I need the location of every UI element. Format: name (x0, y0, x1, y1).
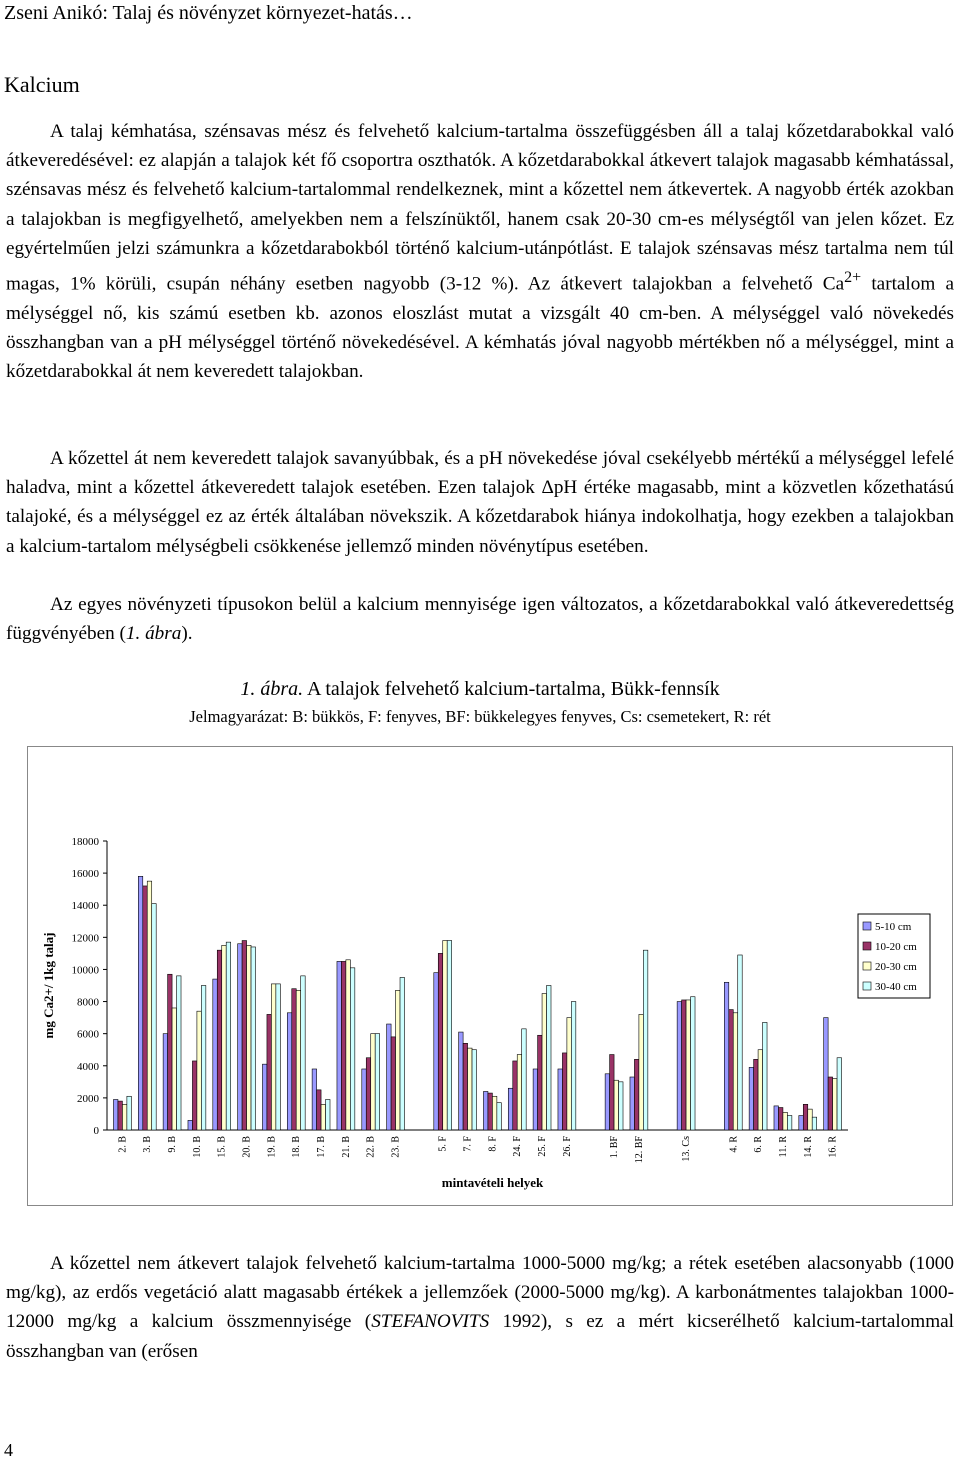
x-tick-label: 5. F (437, 1136, 449, 1152)
legend-swatch (863, 922, 871, 930)
x-tick-label: 18. B (291, 1136, 303, 1158)
paragraph-4-text: A kőzettel nem átkevert talajok felvehető kalcium-tartalma 1000-5000 mg/kg; a rétek esetében alacsonyabb (1000 mg/kg), az erdős vegetáció alatt magasabb értékek a jellemzőek (2000-5000 mg/kg). A karbonátmentes talajokban 1000-12000 mg/kg a kalcium összmennyisége ( (6, 1253, 954, 1333)
bar-2 (803, 1104, 807, 1130)
bar-2 (488, 1093, 492, 1130)
bar-2 (513, 1061, 517, 1130)
x-tick-label: 25. F (537, 1136, 549, 1157)
bar-3 (614, 1080, 618, 1130)
bar-2 (292, 989, 296, 1130)
bar-3 (172, 1008, 176, 1130)
bar-1 (774, 1106, 778, 1130)
bar-3 (639, 1014, 643, 1130)
y-tick-label: 16000 (71, 868, 99, 881)
section-title: Kalcium (4, 72, 80, 97)
bar-2 (391, 1037, 395, 1130)
bar-1 (459, 1032, 463, 1130)
x-tick-label: 3. B (142, 1136, 154, 1153)
x-tick-label: 19. B (266, 1136, 278, 1158)
y-tick-label: 0 (93, 1125, 99, 1137)
paragraph-2 (6, 444, 954, 561)
bar-1 (262, 1064, 266, 1130)
bar-1 (362, 1069, 366, 1130)
bar-2 (217, 950, 221, 1130)
y-tick-label: 14000 (71, 900, 99, 913)
bar-4 (522, 1029, 526, 1130)
bar-1 (508, 1088, 512, 1130)
bar-3 (758, 1050, 762, 1130)
legend-entry: 20-30 cm (875, 961, 917, 973)
legend-entry: 5-10 cm (875, 921, 912, 933)
paragraph-1-text: A talaj kémhatása, szénsavas mész és felvehető kalcium-tartalma összefüggésben áll a talaj kőzetdarabokkal való átkeveredésével: ez alapján a talajok két fő csoportra oszthatók. A kőzetdarabokkal átkevert talajok magasabb kémhatással, szénsavas mész és felvehető kalcium-tartalommal rendelkeznek, mint a kőzettel nem átkevertek. A nagyobb érték azokban a talajokban is megfigyelhető, amelyekben nem a felszínüktől, hanem csak 20-30 cm-es mélységtől van jelen kőzet. Ez egyértelműen jelzi számunkra a kőzetdarabokból történő kalcium-utánpótlást. E talajok szénsavas mész tartalma nem túl magas, 1% körüli, csupán néhány esetben nagyobb (3-12 %). Az átkevert talajokban a felvehető Ca (6, 121, 954, 295)
bar-3 (686, 1000, 690, 1130)
bar-2 (729, 1010, 733, 1130)
bar-3 (517, 1055, 521, 1130)
bar-2 (538, 1035, 542, 1130)
y-tick-label: 10000 (71, 964, 99, 977)
x-tick-label: 8. F (487, 1136, 499, 1152)
bar-3 (197, 1011, 201, 1130)
page-number: 4 (4, 1440, 13, 1460)
bar-2 (341, 961, 345, 1130)
bar-1 (213, 979, 217, 1130)
bar-3 (147, 881, 151, 1130)
y-tick-label: 18000 (71, 836, 99, 848)
legend-entry: 10-20 cm (875, 941, 917, 953)
bar-2 (634, 1059, 638, 1130)
bar-4 (547, 986, 551, 1131)
bar-2 (267, 1014, 271, 1130)
bar-2 (438, 953, 442, 1130)
bar-1 (387, 1024, 391, 1130)
bar-4 (812, 1117, 816, 1130)
x-tick-label: 26. F (561, 1136, 573, 1157)
bar-3 (296, 990, 300, 1130)
figure-title-text: A talajok felvehető kalcium-tartalma, Bükk-fennsík (303, 678, 720, 700)
bar-2 (828, 1077, 832, 1130)
x-tick-label: 2. B (117, 1136, 129, 1153)
x-tick-label: 24. F (512, 1136, 524, 1157)
x-tick-label: 10. B (191, 1136, 203, 1158)
bar-2 (778, 1108, 782, 1130)
bar-4 (326, 1099, 330, 1130)
bar-1 (483, 1091, 487, 1130)
x-tick-label: 14. R (802, 1136, 814, 1158)
bar-3 (122, 1104, 126, 1130)
bar-3 (808, 1109, 812, 1130)
paragraph-4 (6, 1249, 954, 1366)
bar-4 (472, 1050, 476, 1130)
paragraph-1-continuation: tartalom a mélységgel nő, kis számú esetben kb. azonos eloszlást mutat a vizsgált 40 cm-ben. A mélységgel való növekedés összhangban van a pH mélységgel történő növekedésével. A kémhatás jóval nagyobb mértékben nő a mélységgel, mint a kőzetdarabokkal át nem keveredett talajokban. (6, 273, 954, 383)
x-tick-label: 7. F (462, 1136, 474, 1152)
bar-4 (738, 955, 742, 1130)
bar-4 (177, 976, 181, 1130)
x-tick-label: 22. B (365, 1136, 377, 1158)
legend-swatch (863, 962, 871, 970)
bar-4 (251, 947, 255, 1130)
bar-3 (733, 1013, 737, 1130)
y-tick-label: 8000 (77, 996, 99, 1009)
bar-4 (400, 977, 404, 1130)
bar-4 (643, 950, 647, 1130)
y-tick-label: 6000 (77, 1028, 99, 1041)
x-tick-label: 9. B (167, 1136, 179, 1153)
bar-4 (301, 976, 305, 1130)
paragraph-1 (6, 117, 954, 386)
paragraph-4-end: 1992), s ez a mért kicserélhető kalcium-tartalommal összhangban van (erősen (6, 1311, 954, 1362)
bar-3 (542, 994, 546, 1130)
x-tick-label: 13. Cs (681, 1136, 693, 1162)
bar-4 (350, 968, 354, 1130)
bar-1 (824, 1018, 828, 1130)
bar-1 (113, 1099, 117, 1130)
bar-3 (783, 1112, 787, 1130)
bar-2 (242, 941, 246, 1130)
figure-legend-text: Jelmagyarázat: B: bükkös, F: fenyves, BF: bükkelegyes fenyves, Cs: csemetekert, R: rét (189, 707, 771, 726)
bar-4 (787, 1116, 791, 1130)
legend-swatch (863, 942, 871, 950)
bar-3 (222, 945, 226, 1130)
bar-3 (396, 990, 400, 1130)
x-tick-label: 23. B (390, 1136, 402, 1158)
bar-3 (833, 1079, 837, 1130)
citation-author: STEFANOVITS (371, 1311, 490, 1333)
bar-4 (619, 1082, 623, 1130)
bar-2 (562, 1053, 566, 1130)
bar-3 (247, 945, 251, 1130)
figure-label: 1. ábra. (240, 678, 304, 700)
bar-3 (492, 1096, 496, 1130)
bar-1 (799, 1116, 803, 1130)
bar-2 (682, 1000, 686, 1130)
bar-2 (754, 1059, 758, 1130)
bar-1 (337, 961, 341, 1130)
bar-4 (447, 941, 451, 1130)
figure-reference: 1. ábra (125, 623, 182, 645)
bar-3 (567, 1018, 571, 1130)
paragraph-3-end: ). (181, 623, 193, 645)
bar-1 (312, 1069, 316, 1130)
bar-2 (192, 1061, 196, 1130)
bar-2 (143, 886, 147, 1130)
legend-swatch (863, 982, 871, 990)
calcium-bar-chart (27, 746, 953, 1206)
x-tick-label: 20. B (241, 1136, 253, 1158)
bar-1 (558, 1069, 562, 1130)
y-tick-label: 12000 (71, 932, 99, 945)
bar-3 (371, 1034, 375, 1130)
x-tick-label: 4. R (728, 1136, 740, 1153)
bar-1 (724, 982, 728, 1130)
x-tick-label: 6. R (753, 1136, 765, 1153)
bar-3 (443, 941, 447, 1130)
x-tick-label: 15. B (216, 1136, 228, 1158)
paragraph-2-text: A kőzettel át nem keveredett talajok savanyúbbak, és a pH növekedése jóval csekélyebb mértékű a mélységgel lefelé haladva, mint a kőzettel átkeveredett talajok esetében. Ezen talajok ΔpH értéke magasabb, mint a közvetlen kőzethatású talajoké, és a mélységgel ez az érték általában növekszik. A kőzetdarabok hiánya indokolhatja, hogy ezekben a talajokban a kalcium-tartalom mélységbeli csökkenése jellemző minden növénytípus esetében. (6, 448, 954, 557)
bar-2 (168, 974, 172, 1130)
bar-4 (152, 904, 156, 1130)
x-tick-label: 1. BF (609, 1136, 621, 1159)
bar-1 (630, 1077, 634, 1130)
bar-2 (610, 1055, 614, 1130)
bar-4 (375, 1034, 379, 1130)
bar-3 (468, 1048, 472, 1130)
paragraph-3 (6, 590, 954, 648)
x-axis-label: mintavételi helyek (441, 1175, 544, 1190)
bar-2 (118, 1101, 122, 1130)
x-tick-label: 17. B (316, 1136, 328, 1158)
y-tick-label: 4000 (77, 1060, 99, 1073)
bar-2 (366, 1058, 370, 1130)
bar-4 (837, 1058, 841, 1130)
bar-1 (287, 1013, 291, 1130)
bar-1 (605, 1074, 609, 1130)
y-tick-label: 2000 (77, 1092, 99, 1105)
bar-1 (188, 1120, 192, 1130)
legend-entry: 30-40 cm (875, 981, 917, 993)
bar-2 (317, 1090, 321, 1130)
ca-superscript: 2+ (844, 269, 862, 287)
bar-4 (226, 942, 230, 1130)
bar-3 (271, 984, 275, 1130)
bar-3 (346, 960, 350, 1130)
bar-1 (749, 1067, 753, 1130)
x-tick-label: 11. R (777, 1136, 789, 1158)
running-head: Zseni Anikó: Talaj és növényzet környezet-hatás… (4, 2, 413, 24)
x-tick-label: 21. B (340, 1136, 352, 1158)
bar-4 (127, 1096, 131, 1130)
bar-4 (276, 984, 280, 1130)
bar-1 (533, 1069, 537, 1130)
bar-4 (763, 1022, 767, 1130)
bar-1 (434, 973, 438, 1130)
bar-1 (238, 944, 242, 1130)
paragraph-3-text: Az egyes növényzeti típusokon belül a kalcium mennyisége igen változatos, a kőzetdarabokkal való átkeveredettség függvényében ( (6, 594, 954, 645)
bar-4 (571, 1002, 575, 1130)
bar-4 (497, 1103, 501, 1130)
bar-1 (138, 876, 142, 1130)
bar-4 (691, 997, 695, 1130)
bar-4 (201, 986, 205, 1131)
bar-3 (321, 1104, 325, 1130)
bar-1 (677, 1002, 681, 1130)
bar-2 (463, 1043, 467, 1130)
x-tick-label: 12. BF (633, 1136, 645, 1164)
x-tick-label: 16. R (827, 1136, 839, 1158)
figure-title (0, 678, 960, 701)
bar-1 (163, 1034, 167, 1130)
y-axis-label: mg Ca2+/ 1kg talaj (41, 932, 56, 1039)
